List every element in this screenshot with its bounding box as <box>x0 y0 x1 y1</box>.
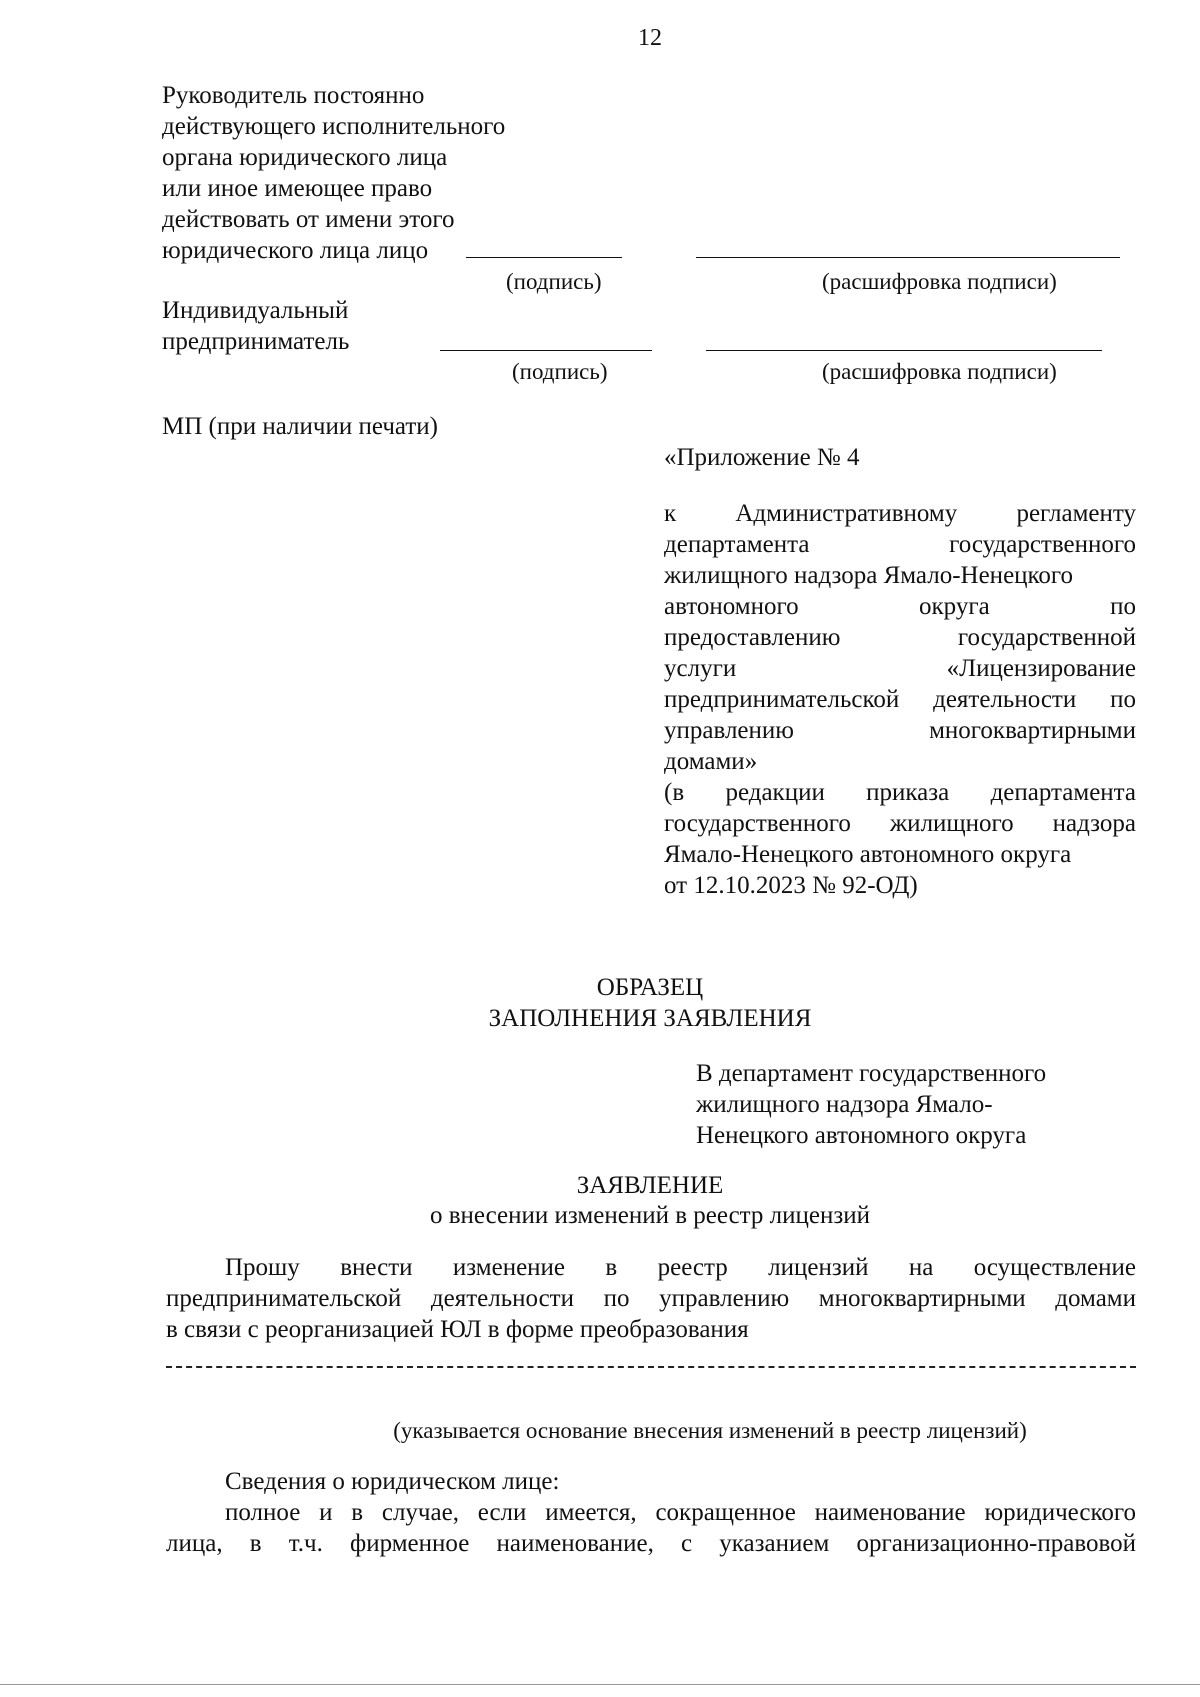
appendix-line: услуги «Лицензирование <box>664 655 1136 682</box>
appendix-text <box>664 498 1136 901</box>
statement-line-2: предпринимательской деятельности по управлению многоквартирными домами <box>166 1285 1136 1312</box>
appendix-line: жилищного надзора Ямало-Ненецкого <box>664 562 1074 589</box>
legal-entity-section <box>166 1466 1136 1559</box>
appendix-line: предоставлению государственной <box>664 624 1136 651</box>
statement-line-3: в связи с реорганизацией ЮЛ в форме преобразования <box>166 1316 749 1343</box>
statement-title: ЗАЯВЛЕНИЕ <box>576 1172 724 1199</box>
caption-decode-2: (расшифровка подписи) <box>822 359 1057 384</box>
appendix-title: «Приложение № 4 <box>664 444 860 471</box>
head-signature-label <box>162 80 622 266</box>
page-number: 12 <box>638 25 662 51</box>
statement-body <box>166 1252 1136 1345</box>
appendix-line: автономного округа по <box>664 593 1136 620</box>
caption-signature-2: (подпись) <box>512 359 608 384</box>
appendix-line: к Административному регламенту <box>664 500 1136 527</box>
head-line: или иное имеющее право <box>162 175 433 202</box>
sample-title-line-1: ОБРАЗЕЦ <box>596 974 704 1001</box>
legal-entity-line-2: лица, в т.ч. фирменное наименование, с указанием организационно-правовой <box>166 1530 1136 1557</box>
basis-fill-line <box>166 1366 1136 1368</box>
addressee-line: жилищного надзора Ямало- <box>696 1091 993 1118</box>
addressee <box>696 1058 1046 1151</box>
caption-decode-1: (расшифровка подписи) <box>822 269 1057 294</box>
appendix-line: Ямало-Ненецкого автономного округа <box>664 841 1072 868</box>
appendix-line: домами» <box>664 748 758 775</box>
decode-line-2 <box>706 350 1102 351</box>
appendix-line: департамента государственного <box>664 531 1136 558</box>
addressee-line: Ненецкого автономного округа <box>696 1122 1027 1149</box>
appendix-line: от 12.10.2023 № 92-ОД) <box>664 872 918 899</box>
caption-signature-1: (подпись) <box>506 269 602 294</box>
statement-line-1: Прошу внести изменение в реестр лицензий на осуществление <box>225 1254 1136 1281</box>
appendix-line: государственного жилищного надзора <box>664 810 1136 837</box>
appendix-line: управлению многоквартирными <box>664 717 1136 744</box>
head-line: юридического лица лицо <box>162 237 429 264</box>
entrepreneur-label <box>162 295 349 357</box>
sample-title-line-2: ЗАПОЛНЕНИЯ ЗАЯВЛЕНИЯ <box>488 1005 812 1032</box>
legal-entity-heading: Сведения о юридическом лице: <box>225 1468 560 1495</box>
decode-line-1 <box>696 257 1120 258</box>
head-line: действующего исполнительного <box>162 113 506 140</box>
page-edge <box>0 1684 1200 1685</box>
stamp-note: МП (при наличии печати) <box>162 413 439 440</box>
appendix-line: (в редакции приказа департамента <box>664 779 1136 806</box>
entrepreneur-line: предприниматель <box>162 328 350 355</box>
signature-line-1 <box>466 257 622 258</box>
head-line: органа юридического лица <box>162 144 448 171</box>
signature-line-2 <box>440 350 652 351</box>
appendix-line: предпринимательской деятельности по <box>664 686 1136 713</box>
statement-subtitle: о внесении изменений в реестр лицензий <box>429 1202 870 1229</box>
addressee-line: В департамент государственного <box>696 1060 1047 1087</box>
legal-entity-line-1: полное и в случае, если имеется, сокращенное наименование юридического <box>225 1499 1136 1526</box>
entrepreneur-line: Индивидуальный <box>162 297 349 324</box>
head-line: Руководитель постоянно <box>162 82 425 109</box>
head-line: действовать от имени этого <box>162 206 455 233</box>
sample-title <box>300 972 1000 1034</box>
basis-caption: (указывается основание внесения изменений в реестр лицензий) <box>393 1418 1027 1443</box>
